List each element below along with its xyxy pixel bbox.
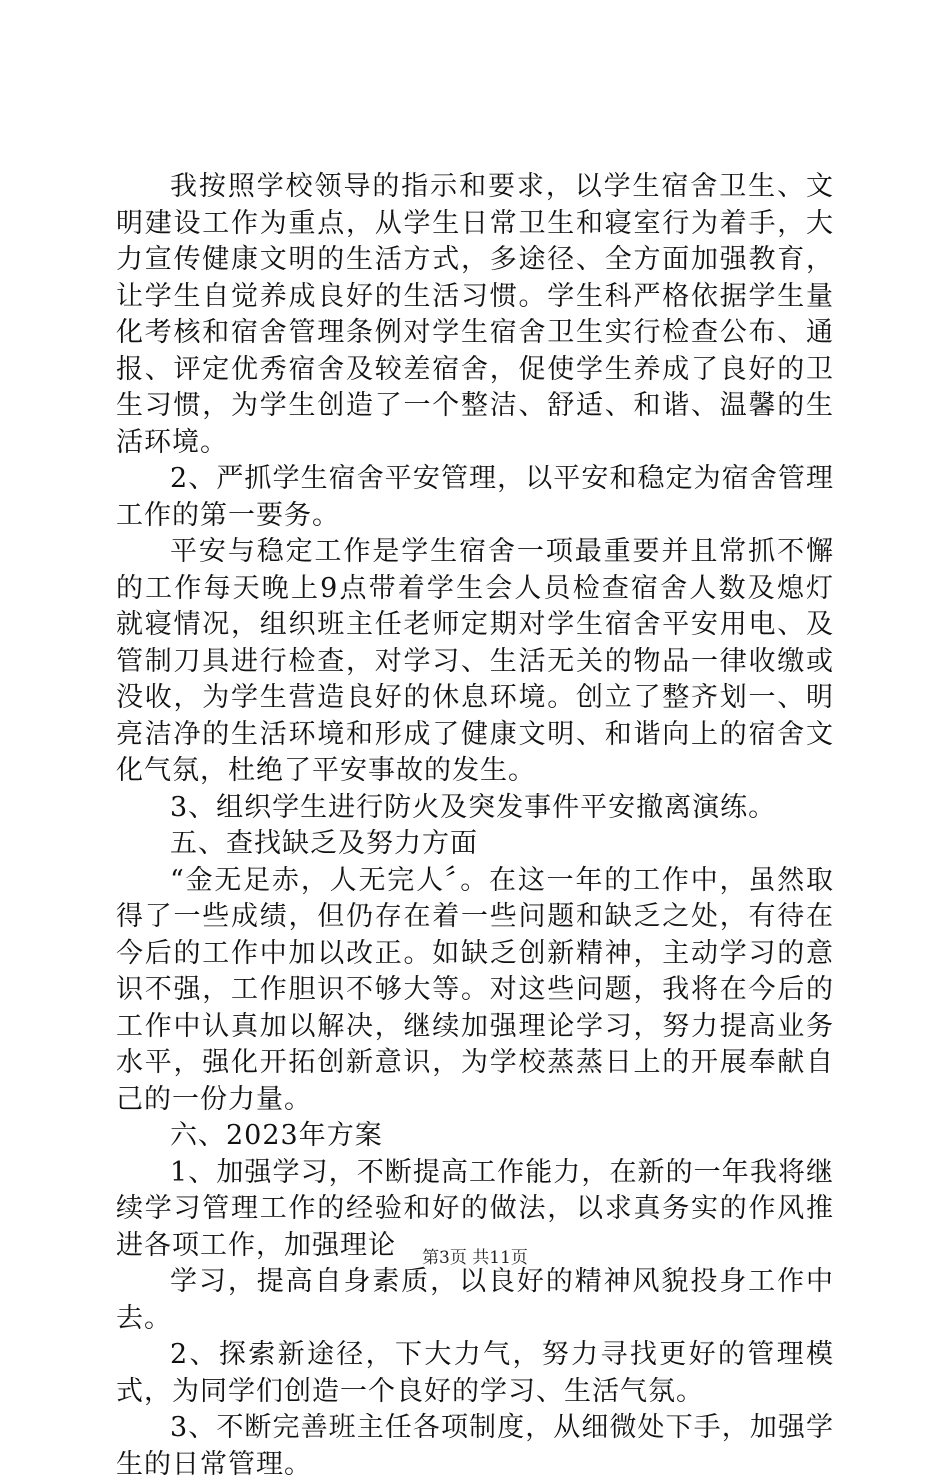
paragraph: 我按照学校领导的指示和要求，以学生宿舍卫生、文明建设工作为重点，从学生日常卫生和寝室行为着手，大力宣传健康文明的生活方式，多途径、全方面加强教育，让学生自觉养成良好的生活习惯。学生科严格依据学生量化考核和宿舍管理条例对学生宿舍卫生实行检查公布、通报、评定优秀宿舍及较差宿舍，促使学生养成了良好的卫生习惯，为学生创造了一个整洁、舒适、和谐、温馨的生活环境。: [116, 171, 834, 458]
paragraph: 平安与稳定工作是学生宿舍一项最重要并且常抓不懈的工作每天晚上9点带着学生会人员检查宿舍人数及熄灯就寝情况，组织班主任老师定期对学生宿舍平安用电、及管制刀具进行检查，对学习、生活无关的物品一律收缴或没收，为学生营造良好的休息环境。创立了整齐划一、明亮洁净的生活环境和形成了健康文明、和谐向上的宿舍文化气氛，杜绝了平安事故的发生。: [116, 536, 834, 786]
paragraph: “金无足赤，人无完人〞。在这一年的工作中，虽然取得了一些成绩，但仍存在着一些问题和缺乏之处，有待在今后的工作中加以改正。如缺乏创新精神，主动学习的意识不强，工作胆识不够大等。对这些问题，我将在今后的工作中认真加以解决，继续加强理论学习，努力提高业务水平，强化开拓创新意识，为学校蒸蒸日上的开展奉献自己的一份力量。: [116, 864, 834, 1115]
page-number-footer: 第3页 共11页: [422, 1248, 528, 1268]
paragraph: 1、加强学习，不断提高工作能力，在新的一年我将继续学习管理工作的经验和好的做法，以求真务实的作风推进各项工作，加强理论: [116, 1156, 834, 1261]
paragraph: 2、严抓学生宿舍平安管理，以平安和稳定为宿舍管理工作的第一要务。: [116, 463, 834, 531]
paragraph: 2、探索新途径，下大力气，努力寻找更好的管理模式，为同学们创造一个良好的学习、生活气氛。: [116, 1339, 834, 1407]
section-heading: 六、2023年方案: [170, 1120, 383, 1151]
paragraph: 3、组织学生进行防火及突发事件平安撤离演练。: [170, 791, 777, 823]
paragraph: 学习，提高自身素质，以良好的精神风貌投身工作中去。: [116, 1266, 834, 1334]
document-body: [116, 169, 834, 1483]
paragraph: 3、不断完善班主任各项制度，从细微处下手，加强学生的日常管理。: [116, 1412, 834, 1480]
section-heading: 五、查找缺乏及努力方面: [170, 828, 478, 859]
